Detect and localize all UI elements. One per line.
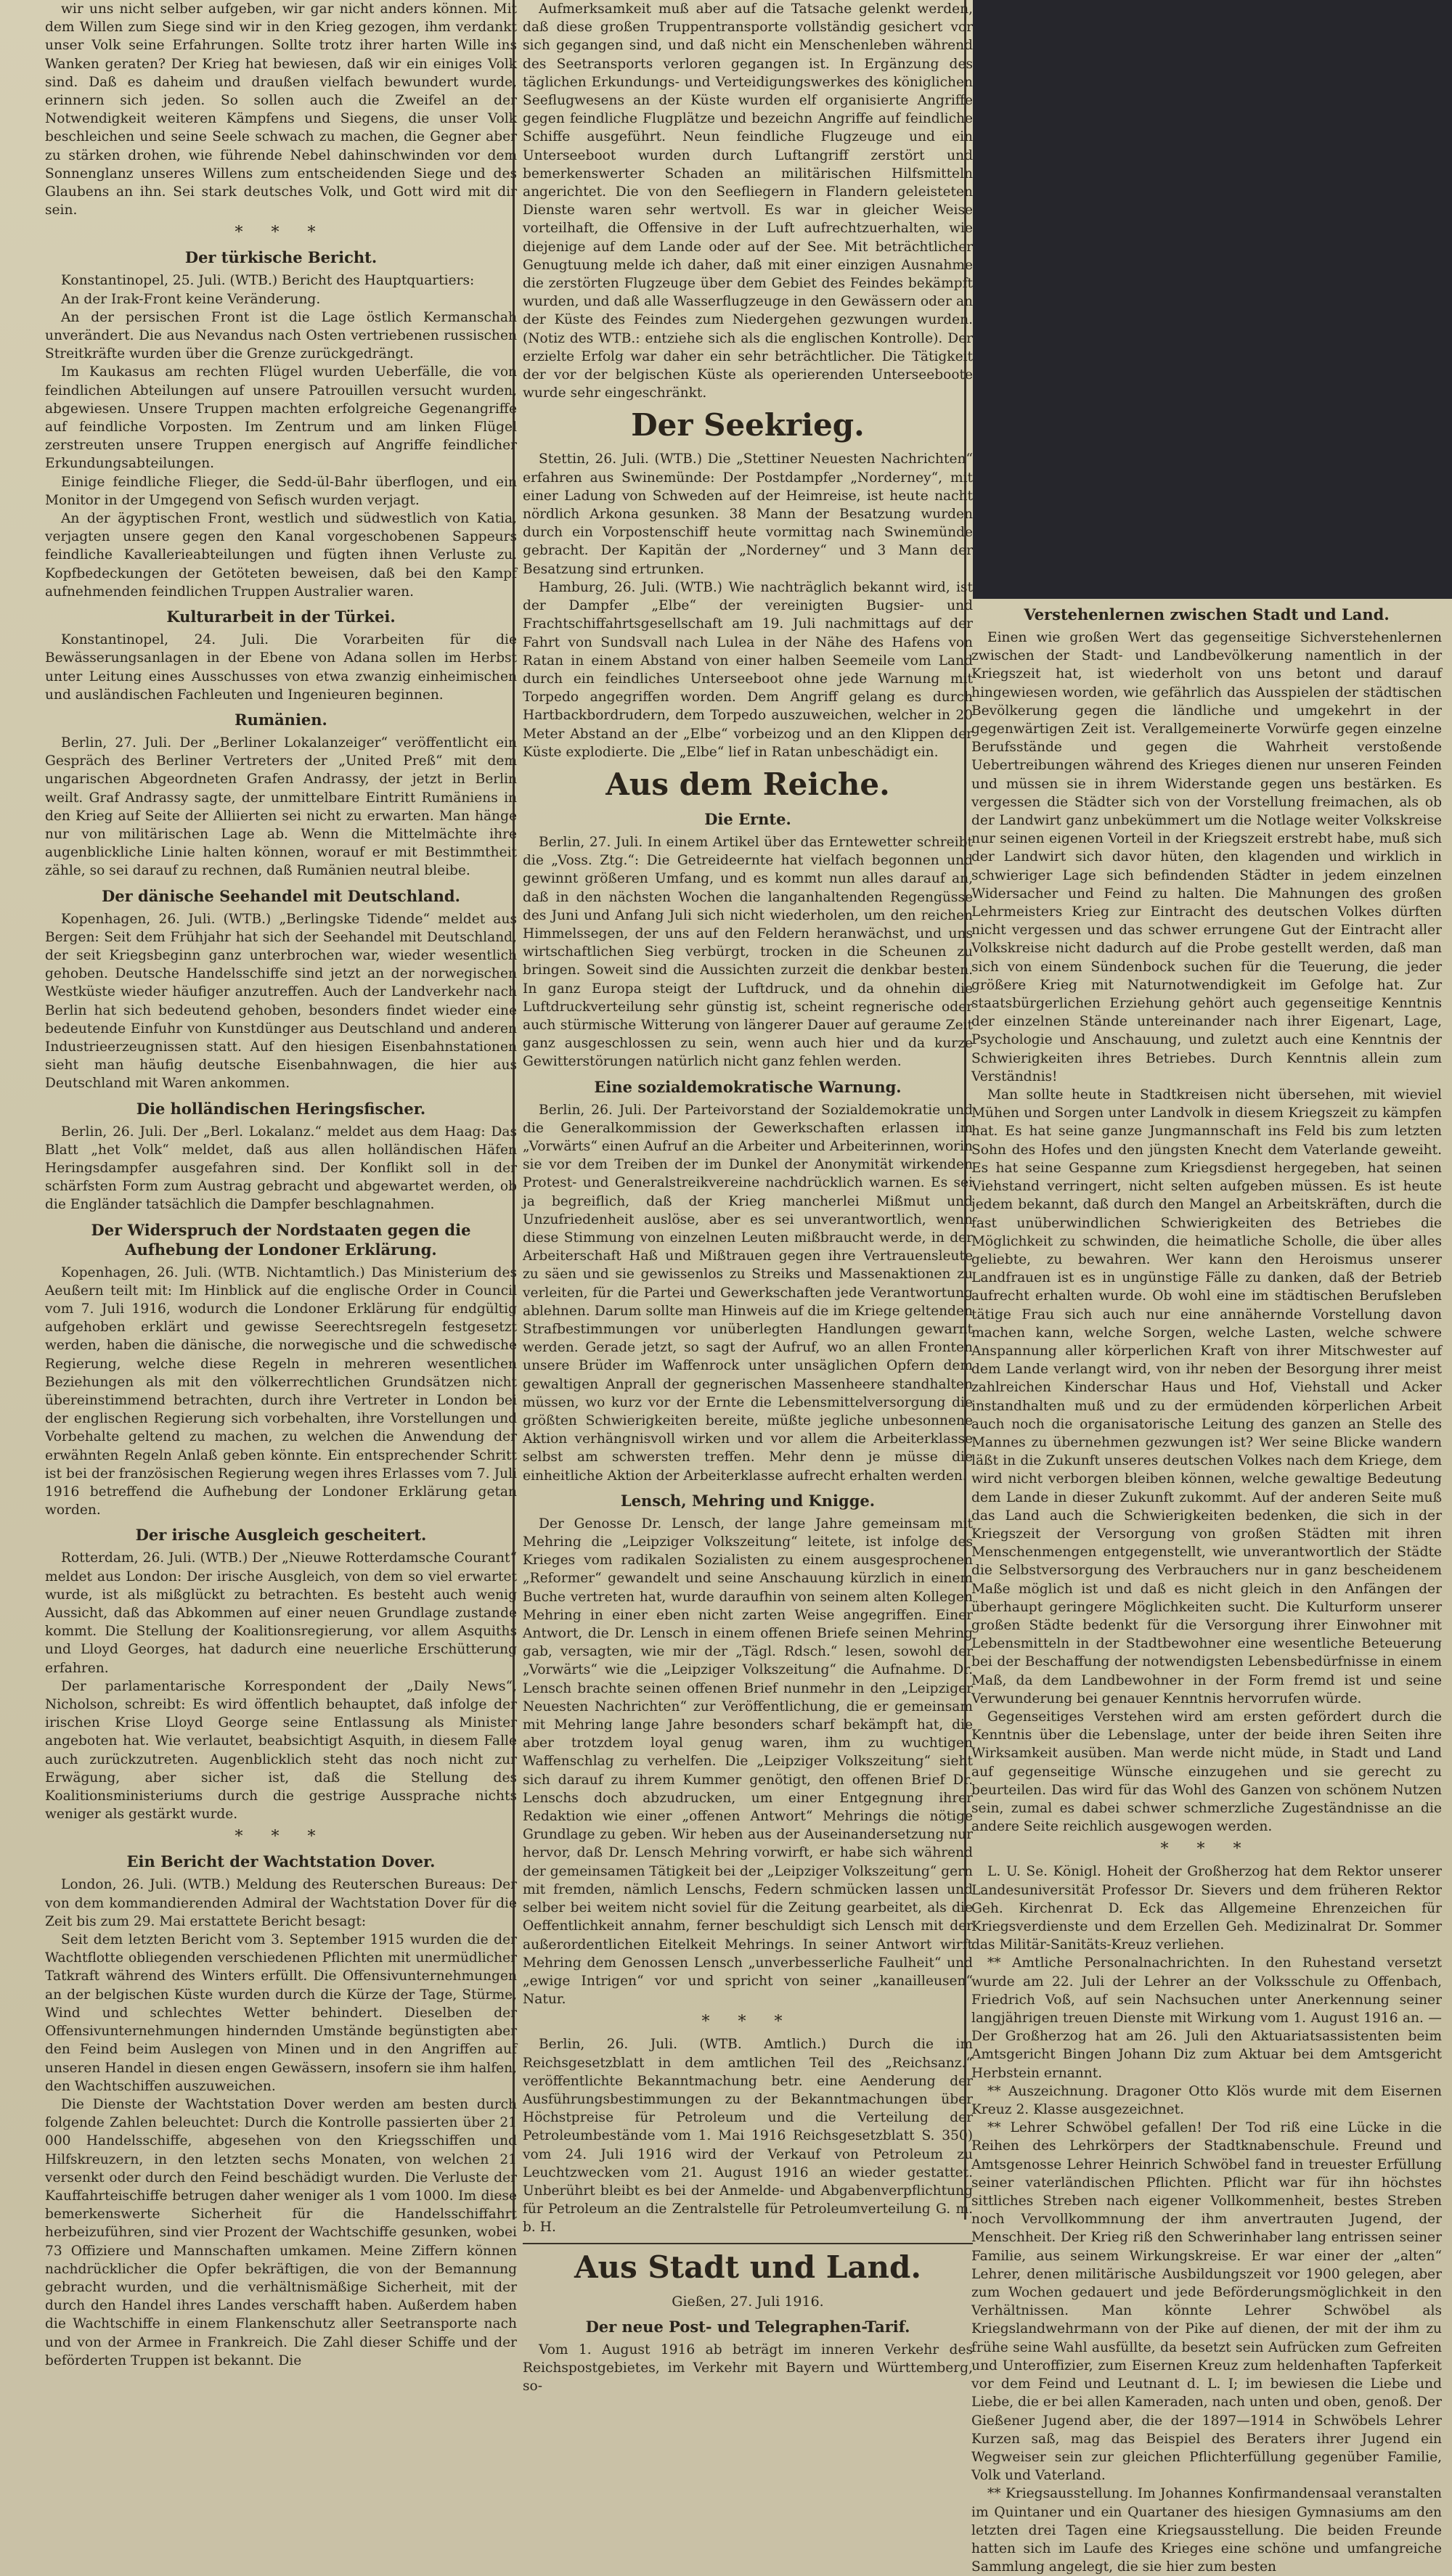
article-headline: Die holländischen Heringsfischer. <box>136 1099 426 1118</box>
article-paragraph: Einen wie großen Wert das gegenseitige Sichverstehenlernen zwischen der Stadt- und Landbevölkerung namentlich in der Kriegszeit hat, ist wiederholt von uns betont und darauf hingewiesen worden, wie gefährlich das Ausspielen der städtischen Bevölkerung gegen die ländliche und umgekehrt in der gegenwärtigen Zeit ist. Verallgemeinerte Vorwürfe gegen einzelne Berufsstände und gegen die Wahrheit verstoßende Uebertreibungen während des Krieges dienen nur unseren Feinden und müssen sie in ihrem Widerstande gegen uns bestärken. Es vergessen die Städter sich von der Vorstellung freimachen, als ob der Landwirt ganz unbekümmert um die Notlage weiter Volkskreise nur seinen eigenen Vorteil in der Kriegszeit erstrebt habe, muß sich der Landwirt sich davor hüten, den klagenden und wirklich in schwieriger Lage sich befindenden Städter in jedem einzelnen Widersacher und Feind zu halten. Die Mahnungen des großen Lehrmeisters Krieg zur Eintracht des deutschen Volkes dürften nicht vergessen und das schwer errungene Gut der Eintracht aller Volkskreise nicht dadurch auf die Probe gestellt werden, daß man sich von einem Sündenbock suchen für die Teuerung, die jeder größere Krieg mit Naturnotwendigkeit im Gefolge hat. Zur staatsbürgerlichen Erziehung gehört auch gegenseitige Kenntnis der einzelnen Stände untereinander nach ihrer Eigenart, Lage, Psychologie und Anschauung, und zuletzt auch eine Kenntnis der Schwierigkeiten ihres Betriebes. Durch Kenntnis allein zum Verständnis! <box>971 630 1442 1084</box>
article-paragraph: Kopenhagen, 26. Juli. (WTB.) „Berlingske Tidende“ meldet aus Bergen: Seit dem Frühjahr hat sich der Seehandel mit Deutschland, der seit Kriegsbeginn ganz unterbrochen war, wieder wesentlich gehoben. Deutsche Handelsschiffe sind jetzt an der norwegischen Westküste wieder häufiger anzutreffen. Auch der Landverkehr nach Berlin hat sich bedeutend gehoben, besonders findet wieder eine bedeutende Einfuhr von Kunstdünger aus Deutschland und anderen Industrieerzeugnissen statt. Auf den hiesigen Eisenbahnstationen sieht man häufig deutsche Eisenbahnwagen, die hier aus Deutschland mit Waren ankommen. <box>45 911 517 1092</box>
article-paragraph: Der Genosse Dr. Lensch, der lange Jahre gemeinsam mit Mehring die „Leipziger Volkszeitung“ leitete, ist infolge des Krieges vom radikalen Sozialisten zu einem ausgesprochenen „Reformer“ gewandelt und seine Anschauung kürzlich in einem Buche vertreten hat, wurde daraufhin von seinem alten Kollegen Mehring in einer eben nicht zarten Weise angegriffen. Einer Antwort, die Dr. Lensch in einem offenen Briefe seinen Mehring gab, versagten, wie mir der „Tägl. Rdsch.“ lesen, sowohl der „Vorwärts“ wie die „Leipziger Volkszeitung“ die Aufnahme. Dr. Lensch brachte seinen offenen Brief nunmehr in den „Leipziger Neuesten Nachrichten“ zur Veröffentlichung, die er gemeinsam mit Mehring lange Jahre besonders scharf bekämpft hat, die aber trotzdem loyal genug waren, ihm zu wuchtigen Waffenschlag zu verhelfen. Die „Leipziger Volkszeitung“ sieht sich darauf zu ihrem Kummer genötigt, den offenen Brief Dr. Lenschs doch abzudrucken, um einer Entgegnung ihrer Redaktion wie einer „offenen Antwort“ Mehrings die nötige Grundlage zu geben. Wir heben aus der Auseinandersetzung nur hervor, daß Dr. Lensch Mehring vorwirft, er habe sich während der gemeinsamen Tätigkeit bei der „Leipziger Volkszeitung“ gern mit fremden, nämlich Lenschs, Federn schmücken lassen und selber bei weitem nicht soviel für die Zeitung gearbeitet, als die Oeffentlichkeit annahm, ferner beschuldigt sich Lensch mit der außerordentlichen Eitelkeit Mehrings. In seiner Antwort wirft Mehring dem Genossen Lensch „unverbesserliche Faulheit“ und „ewige Intrigen“ vor und spricht von seiner „kanailleusen“ Natur. <box>523 1516 973 2008</box>
article-paragraph: London, 26. Juli. (WTB.) Meldung des Reuterschen Bureaus: Der von dem kommandierenden Admiral der Wachtstation Dover für die Zeit bis zum 29. Mai erstattete Bericht besagt: <box>45 1877 517 1929</box>
article-headline: Der dänische Seehandel mit Deutschland. <box>102 886 460 905</box>
section-heading: Aus Stadt und Land. <box>574 2249 922 2285</box>
article-headline: Der neue Post- und Telegraphen-Tarif. <box>585 2317 910 2336</box>
section-heading: Der Seekrieg. <box>631 407 865 443</box>
article-paragraph: ** Auszeichnung. Dragoner Otto Klös wurde mit dem Eisernen Kreuz 2. Klasse ausgezeichnet. <box>971 2083 1442 2118</box>
article-paragraph: Hamburg, 26. Juli. (WTB.) Wie nachträglich bekannt wird, ist der Dampfer „Elbe“ der vereinigten Bugsier- und Frachtschiffahrtsgesellschaft am 19. Juli nachmittags auf der Fahrt von Sundsvall nach Lulea in der Nähe des Hafens von Ratan in einem Abstand von einer halben Seemeile vom Land durch ein feindliches Unterseeboot ohne jede Warnung mit Torpedo angegriffen worden. Dem Angriff gelang es durch Hartbackbordrudern, dem Torpedo auszuweichen, welcher in 20 Meter Abstand an der „Elbe“ vorbeizog und an den Klippen der Küste explodierte. Die „Elbe“ lief in Ratan unbeschädigt ein. <box>523 579 973 760</box>
article-paragraph: Die Dienste der Wachtstation Dover werden am besten durch folgende Zahlen beleuchtet: Durch die Kontrolle passierten über 21 000 Handelsschiffe, abgesehen von den Kriegsschiffen und Hilfskreuzern, in den letzten sechs Monaten, von welchen 21 versenkt oder durch den Feind beschädigt wurden. Die Verluste der Kauffahrteischiffe betrugen daher weniger als 1 vom 1000. Im diese bemerkenswerte Sicherheit für die Handelsschiffahrt herbeizuführen, sind vier Prozent der Wachtschiffe gesunken, wobei 73 Offiziere und Mannschaften umkamen. Meine Ziffern können nachdrücklicher die Opfer bekräftigen, die von der Bemannung gebracht wurden, und die verhältnismäßige Sicherheit, mit der durch den Handel ihres Landes verschafft haben. Außerdem haben die Wachtschiffe in einem Flankenschutz aller Seetransporte nach und von der Armee in Frankreich. Die Zahl dieser Schiffe und der beförderten Truppen ist bekannt. Die <box>45 2096 517 2368</box>
article-paragraph: L. U. Se. Königl. Hoheit der Großherzog hat dem Rektor unserer Landesuniversität Professor Dr. Sievers und dem früheren Rektor Geh. Kirchenrat D. Eck das Allgemeine Ehrenzeichen für Kriegsverdienste und dem Erzellen Geh. Medizinalrat Dr. Sommer das Militär-Sanitäts-Kreuz verliehen. <box>971 1864 1442 1953</box>
article-paragraph: Stettin, 26. Juli. (WTB.) Die „Stettiner Neuesten Nachrichten“ erfahren aus Swinemünde: Der Postdampfer „Norderney“, mit einer Ladung von Schweden auf der Heimreise, ist heute nacht nördlich Arkona gesunken. 38 Mann der Besatzung wurden durch ein Vorpostenschiff heute vormittag nach Swinemünde gebracht. Der Kapitän der „Norderney“ und 3 Mann der Besatzung sind ertrunken. <box>523 451 973 577</box>
article-paragraph: ** Lehrer Schwöbel gefallen! Der Tod riß eine Lücke in die Reihen des Lehrkörpers der Stadtknabenschule. Freund und Amtsgenosse Lehrer Heinrich Schwöbel fand in treuester Erfüllung seiner vaterländischen Pflichten. Pflicht war für ihn höchstes sittliches Streben nach eigener Vollkommenheit, bestes Streben noch Vervollkommnung der ihm anvertrauten Jugend, der Menschheit. Der Krieg riß den Schwerinhaber lang entrissen seiner Familie, aus seinem Wirkungskreise. Er war einer der „alten“ Lehrer, denen militärische Ausbildungszeit vor 1900 gelegen, aber zum Wochen gedauert und jede Beförderungsmöglichkeit in den Verhältnissen. Man könnte Lehrer Schwöbel als Kriegslandwehrmann von der Pike auf dienen, der mit der ihm zu frühe seine Wahl ausfüllte, da besetzt sein Aufrücken zum Gefreiten und Unteroffizier, zum Eisernen Kreuz zum heldenhaften Tapferkeit vor dem Feind und Leutnant d. L. I; im bewiesen die Liebe und Liebe, die er bei allen Kameraden, nach unten und oben, genoß. Der Gießener Jugend aber, die der 1897—1914 in Schwöbels Lehrer Kurzen saß, mag das Beispiel des Beraters ihrer Jugend ein Wegweiser sein zur gleichen Pflichterfüllung gegenüber Familie, Volk und Vaterland. <box>971 2120 1442 2484</box>
column-1 <box>45 0 517 2368</box>
article-paragraph: Konstantinopel, 24. Juli. Die Vorarbeiten für die Bewässerungsanlagen in der Ebene von Adana sollen im Herbst unter Leitung eines Ausschusses von etwa zwanzig einheimischen und ausländischen Fachleuten und Ingenieuren beginnen. <box>45 632 517 703</box>
article-paragraph: Berlin, 27. Juli. In einem Artikel über das Erntewetter schreibt die „Voss. Ztg.“: Die Getreideernte hat vielfach begonnen und gewinnt größeren Umfang, und es kommt nun alles darauf an, daß in den nächsten Wochen die langanhaltenden Regengüsse des Juni und Anfang Juli sich nicht wiederholen, um den reichen Himmelssegen, der uns auf den Feldern heranwächst, und uns wirtschaftlichen Sieg verbürgt, trocken in die Scheunen zu bringen. Soweit sind die Aussichten zurzeit die denkbar besten. In ganz Europa steigt der Luftdruck, und da ohnehin die Luftdruckverteilung sehr günstig ist, scheint regnerische oder auch stürmische Witterung von längerer Dauer auf geraume Zeit ganz ausgeschlossen zu sein, wenn auch hier und da kurze Gewitterstörungen natürlich nicht ganz fehlen werden. <box>523 834 973 1070</box>
article-headline: Ein Bericht der Wachtstation Dover. <box>126 1852 436 1871</box>
article-paragraph: Man sollte heute in Stadtkreisen nicht übersehen, mit wieviel Mühen und Sorgen unter Landvolk in diesem Kriegszeit zu kämpfen hat. Es hat seine ganze Jungmannschaft ins Feld bis zum letzten Sohn des Hofes und den jüngsten Knecht dem Vaterlande geweiht. Es hat seine Gespanne zum Kriegsdienst hergegeben, hat seinen Viehstand verringert, nicht selten aufgeben müssen. Es ist heute jedem bekannt, daß durch den Mangel an Arbeitskräften, durch die fast unüberwindlichen Schwierigkeiten des Betriebes die Möglichkeit zu schwinden, die heimatliche Scholle, die über alles geliebte, zu bewahren. Wer kann den Heroismus unserer Landfrauen ist es in ungünstige Fälle zu danken, daß der Betrieb aufrecht erhalten wurde. Ob wohl eine im städtischen Berufsleben tätige Frau sich auch nur eine annähernde Vorstellung davon machen kann, welche Sorgen, welche Lasten, welche schwere Anspannung aller körperlichen Kraft von ihrer Mitschwester auf dem Lande verlangt wird, von ihr neben der Besorgung ihrer meist zahlreichen Kinderschar Haus und Hof, Viehstall und Acker instandhalten muß und zu der ermüdenden körperlichen Arbeit auch noch die organisatorische Leitung des ganzen an Stelle des Mannes zu übernehmen gezwungen ist? Wer seine Blicke wandern läßt in die Zukunft unseres deutschen Volkes nach dem Kriege, dem wird nicht verborgen bleiben können, welche gewaltige Bedeutung dem Lande in dieser Zukunft zukommt. Auf der anderen Seite muß das Land auch die Schwierigkeiten bedenken, die sich in der Kriegszeit der Versorgung von großen Städten mit ihren Menschenmengen entgegenstellt, wie unverantwortlich der Städte die Selbstversorgung des Verbrauchers nur in ganz bescheidenem Maße möglich ist und daß es nicht gleich in den Anfängen der überhaupt geringere Möglichkeiten sucht. Die Kulturform unserer großen Städte bedenkt für die Versorgung ihrer Einwohner mit Lebensmitteln in der Stadtbewohner eine wesentliche Beteuerung bei der Beschaffung der notwendigsten Lebensbedürfnisse in einem Maß, da dem Landbewohner in der Form fremd ist und seine Verwunderung bei genauer Kenntnis hervorrufen würde. <box>971 1087 1442 1706</box>
article-paragraph: An der Irak-Front keine Veränderung. <box>61 291 321 307</box>
article-paragraph: Im Kaukasus am rechten Flügel wurden Ueberfälle, die von feindlichen Abteilungen auf unsere Patrouillen versucht wurden, abgewiesen. Unsere Truppen machten erfolgreiche Gegenangriffe auf feindliche Vorposten. Im Zentrum und am linken Flügel zerstreuten unsere Truppen energisch auf Angriffe feindlicher Erkundungsabteilungen. <box>45 364 517 472</box>
dateline: Gießen, 27. Juli 1916. <box>672 2293 824 2310</box>
article-paragraph: Seit dem letzten Bericht vom 3. September 1915 wurden die der Wachtflotte obliegenden verschiedenen Pflichten mit unermüdlicher Tatkraft während des Winters erfüllt. Die Offensivunternehmungen an der belgischen Küste wurden durch die Kürze der Tage, Stürme, Wind und schlechtes Wetter behindert. Dieselben der Offensivunternehmungen hindernden Umstände begünstigten aber den Feind beim Auslegen von Minen und in den Angriffen auf unseren Handel in diesen engen Gewässern, insofern sie ihm halfen, den Wachtschiffen auszuweichen. <box>45 1932 517 2094</box>
article-paragraph: Gegenseitiges Verstehen wird am ersten gefördert durch die Kenntnis über die Lebenslage, unter der beide ihren Seiten ihre Wirksamkeit ausüben. Man werde nicht müde, in Stadt und Land auf gegenseitige Wünsche einzugehen und sie gerecht zu beurteilen. Das wird für das Wohl des Ganzen von schönem Nutzen sein, zumal es dabei schwer schmerzliche Zugeständnisse an die andere Seite reichlich ausgewogen werden. <box>971 1709 1442 1835</box>
section-heading: Aus dem Reiche. <box>605 766 890 802</box>
article-paragraph: Konstantinopel, 25. Juli. (WTB.) Bericht des Hauptquartiers: <box>61 273 475 289</box>
article-paragraph: Berlin, 27. Juli. Der „Berliner Lokalanzeiger“ veröffentlicht ein Gespräch des Berliner Vertreters der „United Preß“ mit dem ungarischen Abgeordneten Grafen Andrassy, der jetzt in Berlin weilt. Graf Andrassy sagte, der unmittelbare Eintritt Rumäniens in den Krieg auf Seite der Alliierten sei nicht zu erwarten. Man hänge nur von militärischen Lage ab. Wenn die Mittelmächte ihre augenblickliche Linie halten können, worauf er mit Bestimmtheit zähle, so sei darauf zu rechnen, daß Rumänien neutral bleibe. <box>45 735 517 879</box>
column-3 <box>971 599 1442 2575</box>
article-paragraph: ** Amtliche Personalnachrichten. In den Ruhestand versetzt wurde am 22. Juli der Lehrer an der Volksschule zu Offenbach, Friedrich Voß, auf sein Nachsuchen unter Anerkennung seiner langjährigen treuen Dienste mit Wirkung vom 1. August 1916 an. — Der Großherzog hat am 26. Juli den Aktuariatsassistenten beim Amtsgericht Bingen Johann Diz zum Aktuar bei dem Amtsgericht Herbstein ernannt. <box>971 1955 1442 2081</box>
article-paragraph: An der persischen Front ist die Lage östlich Kermanschah unverändert. Die aus Nevandus nach Osten vertriebenen russischen Streitkräfte wurden über die Grenze zurückgedrängt. <box>45 309 517 362</box>
article-paragraph: Der parlamentarische Korrespondent der „Daily News“, Nicholson, schreibt: Es wird öffentlich behauptet, daß infolge der irischen Krise Lloyd George seine Entlassung als Minister angeboten hat. Wie verlautet, beabsichtigt Asquith, in diesem Falle auch zurückzutreten. Augenblicklich steht das noch nicht zur Erwägung, aber sicher ist, daß die Stellung des Koalitionsministeriums durch die gestrige Aussprache nichts weniger als gestärkt wurde. <box>45 1678 517 1823</box>
section-divider-stars: * * * <box>234 224 327 242</box>
article-paragraph: wir uns nicht selber aufgeben, wir gar nicht anders können. Mit dem Willen zum Siege sind wir in den Krieg gezogen, ihm verdankt unser Volk seine Erfahrungen. Sollte trotz ihrer harten Wille ins Wanken geraten? Der Krieg hat bewiesen, daß wir ein einiges Volk sind. Daß es daheim und draußen vielfach bewundert wurde, erinnern sich jeden. So sollen auch die Zweifel an der Notwendigkeit weiteren Kämpfens und Siegens, die unser Volk beschleichen und seine Seele schwach zu machen, die Gegner aber zu stärken drohen, wie führende Nebel dahinschwinden vor dem Sonnenglanz unseres Willens zum entscheidenden Siege und des Glaubens an ihn. Sei stark deutsches Volk, und Gott wird mit dir sein. <box>45 1 517 218</box>
article-headline: Eine sozialdemokratische Warnung. <box>594 1077 902 1096</box>
article-headline: Der türkische Bericht. <box>184 248 378 267</box>
article-headline: Der Widerspruch der Nordstaaten gegen die Aufhebung der Londoner Erklärung. <box>91 1220 471 1259</box>
article-paragraph: ** Kriegsausstellung. Im Johannes Konfirmandensaal veranstalten im Quintaner und ein Quartaner des hiesigen Gymnasiums am den letzten drei Tagen eine Kriegsausstellung. Die beiden Freunde hatten sich im Laufe des Krieges eine schöne und umfangreiche Sammlung angelegt, die sie hier zum besten <box>971 2486 1442 2575</box>
article-paragraph: Kopenhagen, 26. Juli. (WTB. Nichtamtlich.) Das Ministerium des Aeußern teilt mit: Im Hinblick auf die englische Order in Council vom 7. Juli 1916, wodurch die Londoner Erklärung für endgültig aufgehoben erklärt und gewisse Seerechtsregeln festgesetzt werden, haben die dänische, die norwegische und die schwedische Regierung, welche diese Regeln in mehreren wesentlichen Beziehungen als mit den völkerrechtlichen Grundsätzen nicht übereinstimmend betrachten, durch ihre Vertreter in London bei der englischen Regierung sich vorbehalten, ihre Vorstellungen und Vorbehalte geltend zu machen, zu welchen die Anwendung der erwähnten Regeln Anlaß geben könnte. Ein entsprechender Schritt ist bei der französischen Regierung wegen ihres Erlasses vom 7. Juli 1916 betreffend die Aufhebung der Londoner Erklärung getan worden. <box>45 1264 517 1518</box>
article-headline: Rumänien. <box>234 710 327 729</box>
article-headline: Verstehenlernen zwischen Stadt und Land. <box>1024 605 1390 623</box>
article-headline: Die Ernte. <box>704 809 791 828</box>
article-paragraph: Aufmerksamkeit muß aber auf die Tatsache gelenkt werden, daß diese großen Truppentransporte vollständig gesichert vor sich gegangen sind, und daß nicht ein Menschenleben während des Seetransports verloren gegangen ist. In Ergänzung des täglichen Erkundungs- und Verteidigungswerkes des königlichen Seeflugwesens an der Küste wurden elf organisierte Angriffe gegen feindliche Flugplätze und bezeichn Angriffe auf feindliche Schiffe ausgeführt. Neun feindliche Flugzeuge und ein Unterseeboot wurden durch Luftangriff zerstört und bemerkenswerter Schaden an militärischen Hilfsmitteln angerichtet. Die von den Seefliegern in Flandern geleisteten Dienste waren sehr wertvoll. Es war in gleicher Weise vorteilhaft, die Offensive in der Luft aufrechtzuerhalten, wie diejenige auf dem Lande oder auf der See. Mit beträchtlicher Genugtuung melde ich daher, daß mit einer einzigen Ausnahme die zerstörten Flugzeuge über dem Gebiet des Feindes bekämpft wurden, und daß alle Wasserflugzeuge in den Gewässern oder an der Küste des Feindes zum Niedergehen gezwungen wurden. (Notiz des WTB.: entziehe sich als die englischen Kontrolle). Der erzielte Erfolg war daher ein sehr beträchtlicher. Die Tätigkeit der vor der belgischen Küste als operierenden Unterseeboote wurde sehr eingeschränkt. <box>523 1 973 401</box>
article-paragraph: Berlin, 26. Juli. (WTB. Amtlich.) Durch die im Reichsgesetzblatt in dem amtlichen Teil des „Reichsanz.“ veröffentlichte Bekanntmachung betr. eine Aenderung der Ausführungsbestimmungen zu der Bekanntmachungen über Höchstpreise für Petroleum und die Verteilung der Petroleumbestände vom 1. Mai 1916 Reichsgesetzblatt S. 350) vom 24. Juli 1916 wird der Verkauf von Petroleum zu Leuchtzwecken vom 21. August 1916 an wieder gestattet. Unberührt bleibt es bei der Anmelde- und Abgabenverpflichtung für Petroleum an die Zentralstelle für Petroleumverteilung G. m. b. H. <box>523 2037 973 2236</box>
column-2 <box>523 0 973 2394</box>
article-paragraph: Berlin, 26. Juli. Der „Berl. Lokalanz.“ meldet aus dem Haag: Das Blatt „het Volk“ meldet, daß aus allen holländischen Häfen Heringsdampfer ausgefahren sind. Der Konflikt soll in der schärfsten Form zum Austrag gebracht und abgewartet werden, ob die Engländer tatsächlich die Dampfer beschlagnahmen. <box>45 1124 517 1213</box>
article-paragraph: Rotterdam, 26. Juli. (WTB.) Der „Nieuwe Rotterdamsche Courant“ meldet aus London: Der irische Ausgleich, von dem so viel erwartet wurde, ist als mißglückt zu betrachten. Es besteht auch wenig Aussicht, daß das Abkommen auf einer neuen Grundlage zustande kommt. Die Stellung der Koalitionsregierung, vor allem Asquiths und Lloyd Georges, hat dadurch eine neuerliche Erschütterung erfahren. <box>45 1550 517 1676</box>
article-paragraph: Vom 1. August 1916 ab beträgt im inneren Verkehr des Reichspostgebietes, im Verkehr mit Bayern und Württemberg, so- <box>523 2342 973 2394</box>
dark-background-corner <box>973 0 1452 599</box>
article-paragraph: Berlin, 26. Juli. Der Parteivorstand der Sozialdemokratie und die Generalkommission der Gewerkschaften erlassen im „Vorwärts“ einen Aufruf an die Arbeiter und Arbeiterinnen, worin sie vor dem Treiben der im Dunkel der Anonymität wirkenden Protest- und Generalstreikvereine nachdrücklich warnen. Es sei ja begreiflich, daß der Krieg mancherlei Mißmut und Unzufriedenheit auslöse, aber es sei unverantwortlich, wenn diese Stimmung von einzelnen Leuten mißbraucht werde, in der Arbeiterschaft Haß und Mißtrauen gegen ihre Vertrauensleute zu säen und sie gewissenlos zu Streiks und Massenaktionen zu verleiten, für die Partei und Gewerkschaften jede Verantwortung ablehnen. Darum sollte man Hinweis auf die im Kriege geltenden Strafbestimmungen vor unüberlegten Handlungen gewarnt werden. Gerade jetzt, so sagt der Aufruf, wo an allen Fronten unsere Brüder im Waffenrock unter unsäglichen Opfern dem gewaltigen Anprall der gegnerischen Massenheere standhalten müssen, wo kurz vor der Ernte die Lebensmittelversorgung die größten Schwierigkeiten bereite, müßte jegliche unbesonnene Aktion verhängnisvoll wirken und vor allem die Arbeiterklasse selbst am schwersten treffen. Mehr denn je müsse die einheitliche Aktion der Arbeiterklasse aufrecht erhalten werden. <box>523 1102 973 1484</box>
article-paragraph: Einige feindliche Flieger, die Sedd-ül-Bahr überflogen, und ein Monitor in der Umgegend von Sefisch wurden verjagt. <box>45 474 517 508</box>
section-divider-stars: * * * <box>234 1828 327 1847</box>
article-headline: Kulturarbeit in der Türkei. <box>166 608 396 626</box>
article-headline: Der irische Ausgleich gescheitert. <box>135 1526 427 1545</box>
section-rule <box>523 2243 973 2244</box>
section-divider-stars: * * * <box>701 2013 794 2032</box>
section-divider-stars: * * * <box>1160 1840 1253 1859</box>
article-paragraph: An der ägyptischen Front, westlich und südwestlich von Katia, verjagten unsere gegen den Kanal vorgeschobenen Sappeurs feindliche Kavallerieabteilungen und fügten ihnen Verluste zu. Kopfbedeckungen der Getöteten beweisen, daß bei den Kampf aufnehmenden feindlichen Truppen Australier waren. <box>45 511 517 600</box>
article-headline: Lensch, Mehring und Knigge. <box>620 1491 876 1510</box>
